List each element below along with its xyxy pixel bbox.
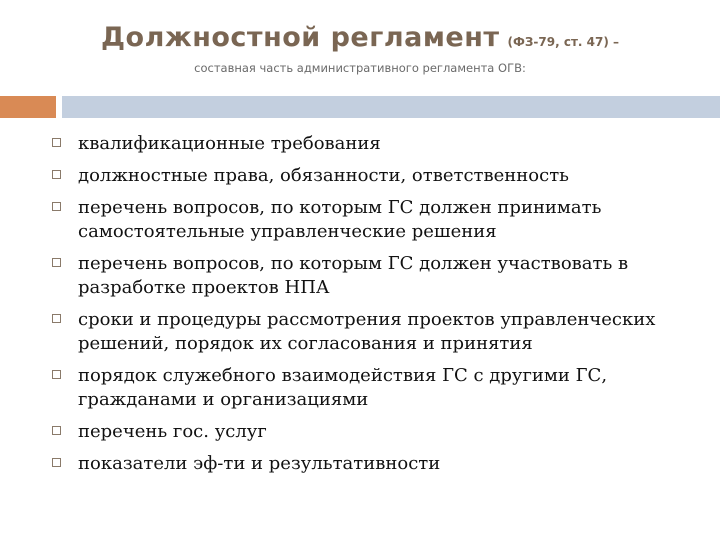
square-bullet-icon <box>52 370 61 379</box>
square-bullet-icon <box>52 426 61 435</box>
bullet-item <box>52 308 692 356</box>
bullet-text: порядок служебного взаимодействия ГС с другими ГС, гражданами и организациями <box>78 365 608 410</box>
bullet-item <box>52 364 692 412</box>
slide-title: Должностной регламент <box>100 22 500 53</box>
slide-subtitle: составная часть административного регламента ОГВ: <box>194 61 526 75</box>
square-bullet-icon <box>52 458 61 467</box>
bullet-item <box>52 452 692 476</box>
title-band <box>62 96 720 118</box>
square-bullet-icon <box>52 138 61 147</box>
title-reference: (ФЗ-79, ст. 47) – <box>507 35 620 49</box>
square-bullet-icon <box>52 170 61 179</box>
bullet-text: перечень вопросов, по которым ГС должен участвовать в разработке проектов НПА <box>78 253 629 298</box>
bullet-item <box>52 252 692 300</box>
bullet-text: должностные права, обязанности, ответственность <box>78 165 569 186</box>
bullet-text: квалификационные требования <box>78 133 381 154</box>
square-bullet-icon <box>52 202 61 211</box>
bullet-item <box>52 420 692 444</box>
bullet-text: сроки и процедуры рассмотрения проектов управленческих решений, порядок их согласования и принятия <box>78 309 656 354</box>
bullet-text: перечень гос. услуг <box>78 421 267 442</box>
square-bullet-icon <box>52 258 61 267</box>
accent-band <box>0 96 56 118</box>
bullet-item <box>52 164 692 188</box>
bullet-text: показатели эф-ти и результативности <box>78 453 441 474</box>
bullet-list <box>52 132 692 484</box>
bullet-item <box>52 196 692 244</box>
bullet-item <box>52 132 692 156</box>
title-line <box>0 22 720 53</box>
square-bullet-icon <box>52 314 61 323</box>
title-area <box>0 22 720 75</box>
bullet-text: перечень вопросов, по которым ГС должен принимать самостоятельные управленческие решения <box>78 197 602 242</box>
